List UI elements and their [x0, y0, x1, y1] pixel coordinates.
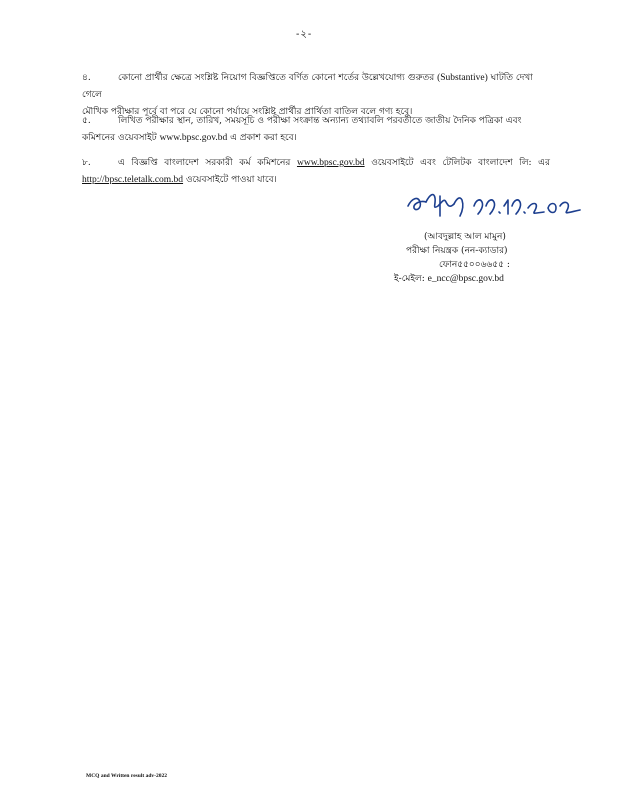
website-link[interactable]: www.bpsc.gov.bd — [159, 133, 228, 143]
paragraph-text: এ প্রকাশ করা হবে। — [230, 133, 297, 143]
paragraph-number: ৫. — [82, 116, 91, 126]
signatory-designation: পরীক্ষা নিয়ন্ত্রক (নন-ক্যাডার) — [406, 246, 508, 256]
paragraph-text: ওয়েবসাইটে এবং টেলিটক বাংলাদেশ লি: এর — [371, 158, 550, 168]
website-link[interactable]: www.bpsc.gov.bd — [296, 158, 365, 168]
email-address[interactable]: e_ncc@bpsc.gov.bd — [427, 274, 504, 284]
email-label: ই-মেইল: — [394, 274, 425, 284]
paragraph-5 — [82, 113, 550, 147]
paragraph-line — [82, 155, 550, 172]
paragraph-text: মৌখিক পরীক্ষার পূর্বে বা পরে যে কোনো পর্যায়ে সংশ্লিষ্ট প্রার্থীর প্রার্থিতা বাতিল বলে গণ্য হবে। — [82, 107, 413, 117]
paragraph-body — [82, 70, 550, 104]
paragraph-line — [82, 130, 550, 147]
paragraph-text: কোনো প্রার্থীর ক্ষেত্রে সংশ্লিষ্ট নিয়োগ বিজ্ঞপ্তিতে বর্ণিত কোনো শর্তের উল্লেখযোগ্য গুরুতর — [118, 73, 435, 83]
paragraph-number: ৪. — [82, 73, 91, 83]
signatory-email-line — [394, 272, 504, 286]
signatory-phone: ফোন৫৫০০৬৬৫৫ : — [439, 260, 510, 270]
footer-note: MCQ and Written result adv-2022 — [86, 773, 167, 779]
substantive-term: (Substantive) — [437, 73, 488, 83]
paragraph-text: লিখিত পরীক্ষার স্থান, তারিখ, সময়সূচি ও পরীক্ষা সংক্রান্ত অন্যান্য তথ্যাবলি পরবর্তীতে জাতীয় দৈনিক পত্রিকা এবং — [118, 116, 522, 126]
handwritten-signature — [404, 184, 584, 230]
paragraph-text: এ বিজ্ঞপ্তি বাংলাদেশ সরকারী কর্ম কমিশনের — [118, 158, 291, 168]
paragraph-text: ওয়েবসাইটে পাওয়া যাবে। — [185, 175, 277, 185]
teletalk-link[interactable]: http://bpsc.teletalk.com.bd — [82, 175, 184, 185]
paragraph-text: ঘাটতি দেখা গেলে — [82, 73, 533, 100]
paragraph-text: কমিশনের ওয়েবসাইট — [82, 133, 157, 143]
page-number: -২- — [296, 29, 313, 40]
paragraph-number: ৮. — [82, 158, 91, 168]
signatory-name: (আবদুল্লাহ আল মামুন) — [424, 232, 506, 242]
